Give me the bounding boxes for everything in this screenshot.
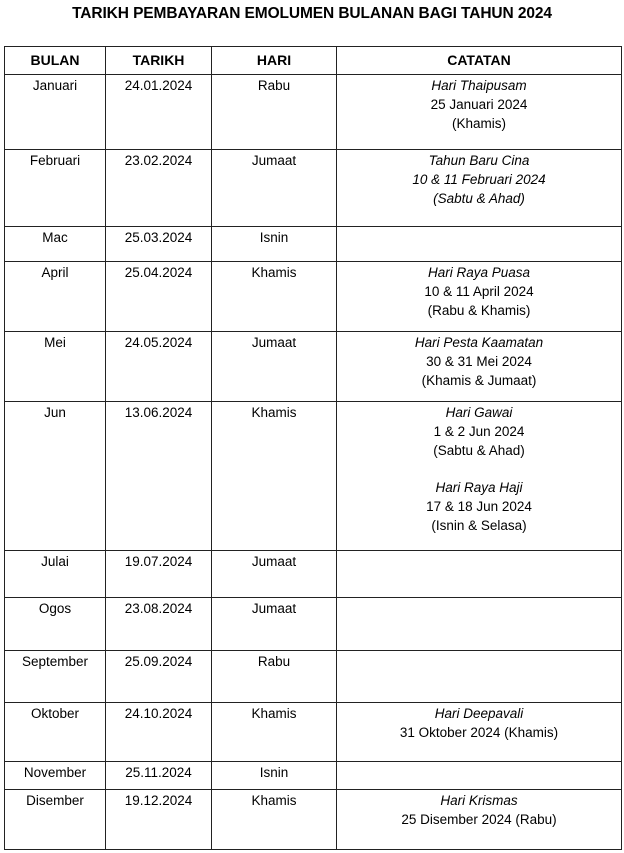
holiday-date: 30 & 31 Mei 2024 — [426, 354, 532, 369]
month-cell: September — [5, 651, 106, 703]
month-cell: Disember — [5, 790, 106, 850]
day-cell: Rabu — [212, 651, 337, 703]
table-header-row — [5, 47, 622, 75]
holiday-date: 31 Oktober 2024 (Khamis) — [399, 725, 559, 740]
day-cell: Isnin — [212, 762, 337, 790]
date-cell: 23.08.2024 — [106, 598, 212, 651]
date-cell: 19.07.2024 — [106, 551, 212, 598]
table-row — [5, 762, 622, 790]
holiday-date: (Sabtu & Ahad) — [433, 443, 525, 458]
day-cell: Jumaat — [212, 332, 337, 402]
table-row — [5, 551, 622, 598]
table-row — [5, 598, 622, 651]
notes-cell — [337, 762, 622, 790]
table-row — [5, 703, 622, 762]
holiday-date: 10 & 11 Februari 2024 — [412, 172, 546, 187]
day-cell: Khamis — [212, 703, 337, 762]
month-cell: Jun — [5, 402, 106, 551]
notes-cell — [337, 703, 622, 762]
day-cell: Khamis — [212, 262, 337, 332]
holiday-name: Hari Thaipusam — [431, 78, 527, 93]
month-cell: Julai — [5, 551, 106, 598]
month-cell: Oktober — [5, 703, 106, 762]
holiday-date: 25 Januari 2024 — [430, 97, 528, 112]
notes-cell — [337, 262, 622, 332]
note-spacer — [339, 460, 619, 478]
date-cell: 25.09.2024 — [106, 651, 212, 703]
holiday-date: (Sabtu & Ahad) — [433, 191, 525, 206]
notes-cell — [337, 332, 622, 402]
month-cell: Mei — [5, 332, 106, 402]
holiday-name: Hari Gawai — [445, 405, 513, 420]
payment-schedule-table — [4, 46, 622, 850]
table-row — [5, 75, 622, 150]
day-cell: Jumaat — [212, 598, 337, 651]
holiday-name: Hari Raya Puasa — [427, 265, 531, 280]
date-cell: 24.01.2024 — [106, 75, 212, 150]
holiday-name: Hari Krismas — [440, 793, 518, 808]
table-row — [5, 790, 622, 850]
notes-cell — [337, 75, 622, 150]
date-cell: 19.12.2024 — [106, 790, 212, 850]
day-cell: Khamis — [212, 402, 337, 551]
table-row — [5, 262, 622, 332]
holiday-date: 25 Disember 2024 (Rabu) — [401, 812, 557, 827]
table-body — [5, 75, 622, 850]
header-tarikh: TARIKH — [106, 47, 212, 75]
header-hari: HARI — [212, 47, 337, 75]
notes-cell — [337, 551, 622, 598]
holiday-name: Hari Deepavali — [434, 706, 524, 721]
table-row — [5, 402, 622, 551]
date-cell: 25.03.2024 — [106, 227, 212, 262]
day-cell: Jumaat — [212, 551, 337, 598]
table-row — [5, 651, 622, 703]
date-cell: 23.02.2024 — [106, 150, 212, 227]
header-bulan: BULAN — [5, 47, 106, 75]
holiday-date: 10 & 11 April 2024 — [424, 284, 534, 299]
month-cell: Mac — [5, 227, 106, 262]
holiday-name: Hari Raya Haji — [435, 480, 523, 495]
holiday-date: (Khamis & Jumaat) — [421, 373, 537, 388]
day-cell: Khamis — [212, 790, 337, 850]
notes-cell — [337, 598, 622, 651]
month-cell: April — [5, 262, 106, 332]
table-row — [5, 150, 622, 227]
holiday-name: Tahun Baru Cina — [428, 153, 530, 168]
day-cell: Isnin — [212, 227, 337, 262]
date-cell: 25.11.2024 — [106, 762, 212, 790]
day-cell: Rabu — [212, 75, 337, 150]
holiday-date: (Isnin & Selasa) — [431, 518, 527, 533]
notes-cell — [337, 651, 622, 703]
holiday-date: 1 & 2 Jun 2024 — [433, 424, 525, 439]
date-cell: 24.10.2024 — [106, 703, 212, 762]
notes-cell — [337, 790, 622, 850]
holiday-date: 17 & 18 Jun 2024 — [426, 499, 532, 514]
holiday-date: (Rabu & Khamis) — [427, 303, 531, 318]
holiday-name: Hari Pesta Kaamatan — [414, 335, 544, 350]
month-cell: Ogos — [5, 598, 106, 651]
holiday-date: (Khamis) — [451, 116, 506, 131]
date-cell: 25.04.2024 — [106, 262, 212, 332]
month-cell: Februari — [5, 150, 106, 227]
notes-cell — [337, 150, 622, 227]
month-cell: November — [5, 762, 106, 790]
notes-cell — [337, 402, 622, 551]
day-cell: Jumaat — [212, 150, 337, 227]
notes-cell — [337, 227, 622, 262]
header-catatan: CATATAN — [337, 47, 622, 75]
date-cell: 24.05.2024 — [106, 332, 212, 402]
table-row — [5, 227, 622, 262]
page-title: TARIKH PEMBAYARAN EMOLUMEN BULANAN BAGI TAHUN 2024 — [72, 5, 552, 22]
month-cell: Januari — [5, 75, 106, 150]
date-cell: 13.06.2024 — [106, 402, 212, 551]
table-row — [5, 332, 622, 402]
